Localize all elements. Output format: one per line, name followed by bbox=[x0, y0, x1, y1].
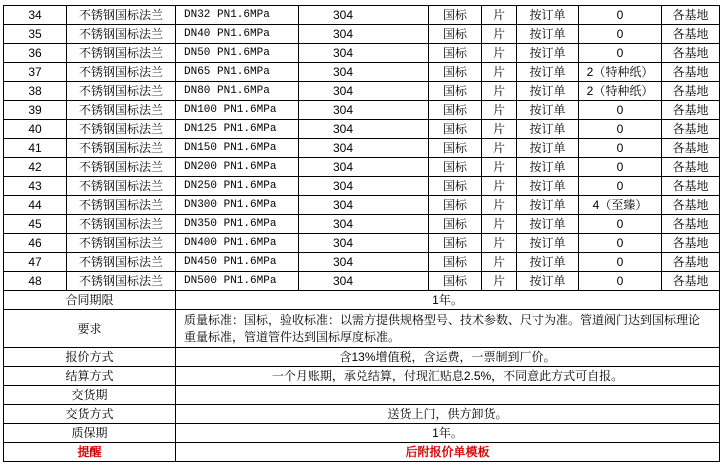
item-delivery: 各基地 bbox=[662, 63, 720, 82]
item-delivery: 各基地 bbox=[662, 139, 720, 158]
table-row bbox=[4, 272, 720, 291]
contract-period-value: 1年。 bbox=[176, 291, 720, 310]
item-spec: DN32 PN1.6MPa bbox=[176, 6, 299, 25]
table-row bbox=[4, 101, 720, 120]
item-quantity: 按订单 bbox=[517, 6, 579, 25]
item-standard: 国标 bbox=[429, 63, 482, 82]
item-material: 304 bbox=[299, 82, 429, 101]
item-unit: 片 bbox=[482, 177, 517, 196]
item-name: 不锈钢国标法兰 bbox=[67, 44, 176, 63]
item-material: 304 bbox=[299, 63, 429, 82]
table-row bbox=[4, 234, 720, 253]
item-spec: DN125 PN1.6MPa bbox=[176, 120, 299, 139]
item-quantity: 按订单 bbox=[517, 158, 579, 177]
table-row bbox=[4, 44, 720, 63]
item-delivery: 各基地 bbox=[662, 101, 720, 120]
settlement-value: 一个月账期，承兑结算，付现汇贴息2.5%，不同意此方式可自报。 bbox=[176, 367, 720, 386]
item-material: 304 bbox=[299, 215, 429, 234]
item-name: 不锈钢国标法兰 bbox=[67, 177, 176, 196]
item-sample: 0 bbox=[579, 25, 662, 44]
item-spec: DN250 PN1.6MPa bbox=[176, 177, 299, 196]
row-number: 42 bbox=[4, 158, 67, 177]
row-number: 44 bbox=[4, 196, 67, 215]
item-sample: 0 bbox=[579, 177, 662, 196]
item-spec: DN350 PN1.6MPa bbox=[176, 215, 299, 234]
item-delivery: 各基地 bbox=[662, 215, 720, 234]
terms-section bbox=[4, 291, 720, 462]
item-sample: 4（至臻） bbox=[579, 196, 662, 215]
item-quantity: 按订单 bbox=[517, 25, 579, 44]
item-sample: 0 bbox=[579, 120, 662, 139]
item-standard: 国标 bbox=[429, 253, 482, 272]
table-row bbox=[4, 25, 720, 44]
table-row bbox=[4, 139, 720, 158]
item-rows bbox=[4, 6, 720, 291]
row-number: 47 bbox=[4, 253, 67, 272]
row-number: 48 bbox=[4, 272, 67, 291]
item-sample: 2（特种纸） bbox=[579, 63, 662, 82]
item-unit: 片 bbox=[482, 82, 517, 101]
item-sample: 0 bbox=[579, 215, 662, 234]
item-name: 不锈钢国标法兰 bbox=[67, 101, 176, 120]
item-delivery: 各基地 bbox=[662, 158, 720, 177]
row-number: 43 bbox=[4, 177, 67, 196]
item-unit: 片 bbox=[482, 139, 517, 158]
row-number: 36 bbox=[4, 44, 67, 63]
item-name: 不锈钢国标法兰 bbox=[67, 253, 176, 272]
delivery-method-row bbox=[4, 405, 720, 424]
item-sample: 0 bbox=[579, 6, 662, 25]
delivery-date-label: 交货期 bbox=[4, 386, 176, 405]
requirements-row bbox=[4, 310, 720, 348]
item-unit: 片 bbox=[482, 101, 517, 120]
requirements-value: 质量标准：国标，验收标准：以需方提供规格型号、技术参数、尺寸为准。管道阀门达到国标理论重量标准，管道管件达到国标厚度标准。 bbox=[176, 310, 720, 348]
quote-method-label: 报价方式 bbox=[4, 348, 176, 367]
item-name: 不锈钢国标法兰 bbox=[67, 82, 176, 101]
item-standard: 国标 bbox=[429, 158, 482, 177]
item-delivery: 各基地 bbox=[662, 253, 720, 272]
item-material: 304 bbox=[299, 253, 429, 272]
item-standard: 国标 bbox=[429, 120, 482, 139]
reminder-label: 提醒 bbox=[4, 443, 176, 462]
warranty-label: 质保期 bbox=[4, 424, 176, 443]
item-standard: 国标 bbox=[429, 177, 482, 196]
settlement-row bbox=[4, 367, 720, 386]
row-number: 35 bbox=[4, 25, 67, 44]
settlement-label: 结算方式 bbox=[4, 367, 176, 386]
table-row bbox=[4, 177, 720, 196]
item-spec: DN200 PN1.6MPa bbox=[176, 158, 299, 177]
item-quantity: 按订单 bbox=[517, 196, 579, 215]
item-unit: 片 bbox=[482, 158, 517, 177]
item-name: 不锈钢国标法兰 bbox=[67, 6, 176, 25]
item-name: 不锈钢国标法兰 bbox=[67, 215, 176, 234]
item-sample: 0 bbox=[579, 101, 662, 120]
row-number: 40 bbox=[4, 120, 67, 139]
item-sample: 0 bbox=[579, 234, 662, 253]
item-unit: 片 bbox=[482, 25, 517, 44]
item-name: 不锈钢国标法兰 bbox=[67, 120, 176, 139]
item-name: 不锈钢国标法兰 bbox=[67, 63, 176, 82]
item-quantity: 按订单 bbox=[517, 272, 579, 291]
item-name: 不锈钢国标法兰 bbox=[67, 272, 176, 291]
item-material: 304 bbox=[299, 101, 429, 120]
item-spec: DN80 PN1.6MPa bbox=[176, 82, 299, 101]
item-name: 不锈钢国标法兰 bbox=[67, 25, 176, 44]
delivery-date-row bbox=[4, 386, 720, 405]
item-sample: 0 bbox=[579, 44, 662, 63]
item-sample: 0 bbox=[579, 158, 662, 177]
warranty-value: 1年。 bbox=[176, 424, 720, 443]
item-unit: 片 bbox=[482, 234, 517, 253]
delivery-date-value bbox=[176, 386, 720, 405]
item-delivery: 各基地 bbox=[662, 177, 720, 196]
table-row bbox=[4, 6, 720, 25]
item-delivery: 各基地 bbox=[662, 6, 720, 25]
requirements-label: 要求 bbox=[4, 310, 176, 348]
item-spec: DN50 PN1.6MPa bbox=[176, 44, 299, 63]
item-material: 304 bbox=[299, 177, 429, 196]
item-standard: 国标 bbox=[429, 139, 482, 158]
table-row bbox=[4, 158, 720, 177]
item-unit: 片 bbox=[482, 272, 517, 291]
item-spec: DN65 PN1.6MPa bbox=[176, 63, 299, 82]
reminder-value: 后附报价单模板 bbox=[176, 443, 720, 462]
table-row bbox=[4, 215, 720, 234]
item-material: 304 bbox=[299, 139, 429, 158]
item-material: 304 bbox=[299, 25, 429, 44]
delivery-method-label: 交货方式 bbox=[4, 405, 176, 424]
item-spec: DN450 PN1.6MPa bbox=[176, 253, 299, 272]
row-number: 38 bbox=[4, 82, 67, 101]
item-standard: 国标 bbox=[429, 44, 482, 63]
item-standard: 国标 bbox=[429, 196, 482, 215]
item-unit: 片 bbox=[482, 63, 517, 82]
item-delivery: 各基地 bbox=[662, 25, 720, 44]
item-unit: 片 bbox=[482, 44, 517, 63]
item-quantity: 按订单 bbox=[517, 253, 579, 272]
item-spec: DN500 PN1.6MPa bbox=[176, 272, 299, 291]
quote-method-row bbox=[4, 348, 720, 367]
item-quantity: 按订单 bbox=[517, 120, 579, 139]
item-name: 不锈钢国标法兰 bbox=[67, 196, 176, 215]
item-standard: 国标 bbox=[429, 215, 482, 234]
row-number: 46 bbox=[4, 234, 67, 253]
quote-method-value: 含13%增值税，含运费，一票制到厂价。 bbox=[176, 348, 720, 367]
item-sample: 0 bbox=[579, 139, 662, 158]
row-number: 45 bbox=[4, 215, 67, 234]
item-material: 304 bbox=[299, 158, 429, 177]
item-sample: 0 bbox=[579, 253, 662, 272]
item-unit: 片 bbox=[482, 196, 517, 215]
item-sample: 2（特种纸） bbox=[579, 82, 662, 101]
item-name: 不锈钢国标法兰 bbox=[67, 158, 176, 177]
item-material: 304 bbox=[299, 44, 429, 63]
table-row bbox=[4, 253, 720, 272]
item-spec: DN400 PN1.6MPa bbox=[176, 234, 299, 253]
delivery-method-value: 送货上门，供方卸货。 bbox=[176, 405, 720, 424]
row-number: 34 bbox=[4, 6, 67, 25]
item-spec: DN100 PN1.6MPa bbox=[176, 101, 299, 120]
item-delivery: 各基地 bbox=[662, 82, 720, 101]
item-delivery: 各基地 bbox=[662, 120, 720, 139]
item-material: 304 bbox=[299, 272, 429, 291]
item-quantity: 按订单 bbox=[517, 234, 579, 253]
item-material: 304 bbox=[299, 120, 429, 139]
warranty-row bbox=[4, 424, 720, 443]
item-quantity: 按订单 bbox=[517, 139, 579, 158]
item-quantity: 按订单 bbox=[517, 44, 579, 63]
item-standard: 国标 bbox=[429, 272, 482, 291]
row-number: 41 bbox=[4, 139, 67, 158]
item-standard: 国标 bbox=[429, 6, 482, 25]
item-standard: 国标 bbox=[429, 101, 482, 120]
row-number: 39 bbox=[4, 101, 67, 120]
item-material: 304 bbox=[299, 6, 429, 25]
item-standard: 国标 bbox=[429, 234, 482, 253]
quotation-sheet bbox=[3, 5, 720, 462]
item-standard: 国标 bbox=[429, 25, 482, 44]
item-delivery: 各基地 bbox=[662, 44, 720, 63]
item-quantity: 按订单 bbox=[517, 215, 579, 234]
item-quantity: 按订单 bbox=[517, 63, 579, 82]
contract-period-label: 合同期限 bbox=[4, 291, 176, 310]
item-standard: 国标 bbox=[429, 82, 482, 101]
item-spec: DN300 PN1.6MPa bbox=[176, 196, 299, 215]
table-row bbox=[4, 120, 720, 139]
item-unit: 片 bbox=[482, 215, 517, 234]
items-table bbox=[3, 5, 720, 462]
item-material: 304 bbox=[299, 234, 429, 253]
item-quantity: 按订单 bbox=[517, 101, 579, 120]
contract-period-row bbox=[4, 291, 720, 310]
item-unit: 片 bbox=[482, 6, 517, 25]
item-delivery: 各基地 bbox=[662, 272, 720, 291]
item-name: 不锈钢国标法兰 bbox=[67, 139, 176, 158]
item-spec: DN150 PN1.6MPa bbox=[176, 139, 299, 158]
item-spec: DN40 PN1.6MPa bbox=[176, 25, 299, 44]
item-name: 不锈钢国标法兰 bbox=[67, 234, 176, 253]
item-sample: 0 bbox=[579, 272, 662, 291]
item-material: 304 bbox=[299, 196, 429, 215]
item-quantity: 按订单 bbox=[517, 177, 579, 196]
table-row bbox=[4, 196, 720, 215]
row-number: 37 bbox=[4, 63, 67, 82]
item-delivery: 各基地 bbox=[662, 196, 720, 215]
item-unit: 片 bbox=[482, 120, 517, 139]
item-delivery: 各基地 bbox=[662, 234, 720, 253]
reminder-row bbox=[4, 443, 720, 462]
item-unit: 片 bbox=[482, 253, 517, 272]
table-row bbox=[4, 63, 720, 82]
item-quantity: 按订单 bbox=[517, 82, 579, 101]
table-row bbox=[4, 82, 720, 101]
